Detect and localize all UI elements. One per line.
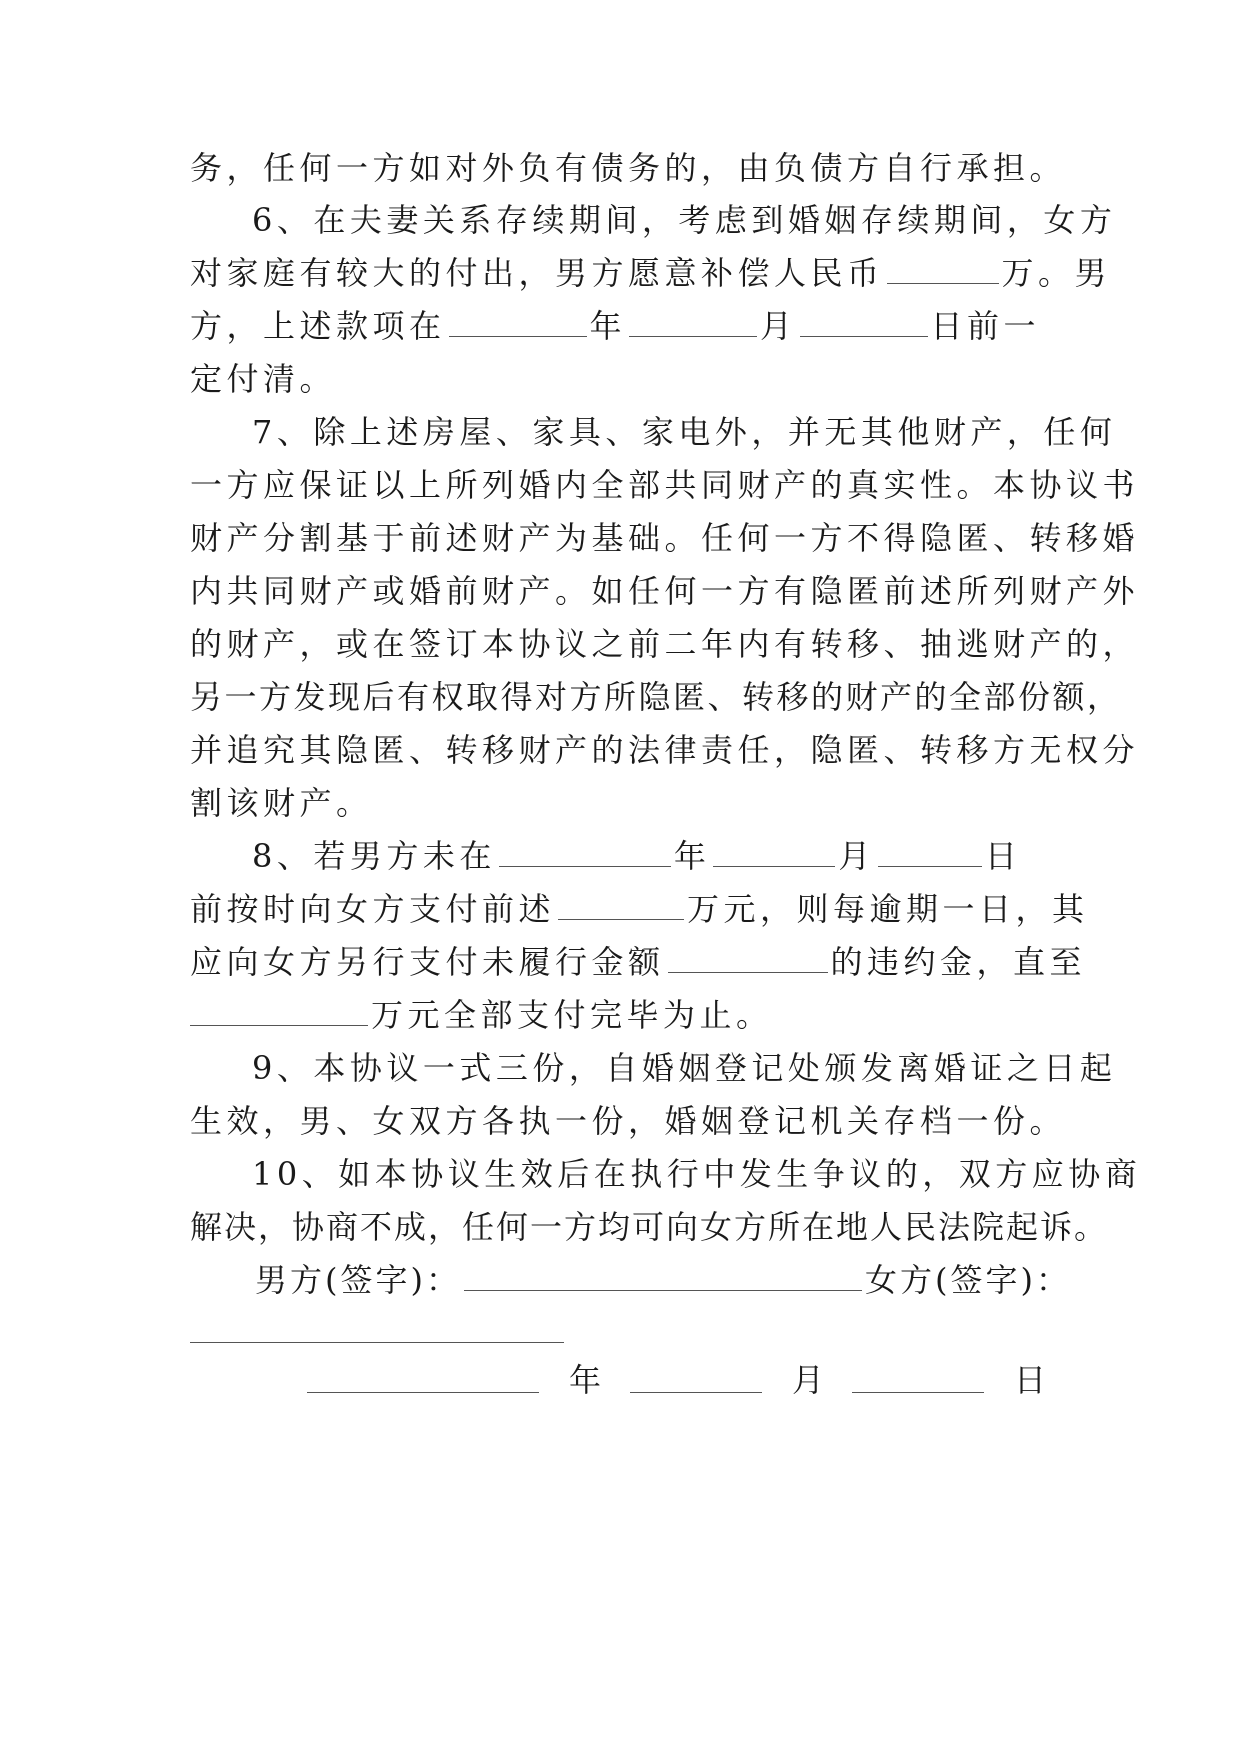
female-signature-label: 女方(签字)： <box>864 1261 1071 1299</box>
signature-line <box>255 1260 1071 1300</box>
text: 方，上述款项在 <box>190 307 446 345</box>
year-blank <box>449 306 587 337</box>
clause-6-line-3 <box>190 306 1040 346</box>
male-signature-field[interactable] <box>464 1260 862 1291</box>
clause-8-line-2 <box>190 889 1089 929</box>
clause-7-line-2 <box>190 465 1139 505</box>
clause-7-line-8 <box>190 783 373 823</box>
text: 7、除上述房屋、家具、家电外，并无其他财产，任何 <box>252 413 1117 451</box>
text: 并追究其隐匿、转移财产的法律责任，隐匿、转移方无权分 <box>190 731 1140 769</box>
text: 年 <box>589 307 627 345</box>
text: 月 <box>838 837 875 875</box>
day-blank <box>800 306 928 337</box>
clause-7-line-5 <box>190 624 1139 664</box>
clause-6-line-1 <box>252 200 1116 240</box>
text: 万元，则每逾期一日，其 <box>687 890 1089 928</box>
text: 另一方发现后有权取得对方所隐匿、转移的财产的全部份额， <box>190 678 1122 716</box>
clause-8-line-3 <box>190 942 1086 982</box>
amount-blank <box>190 995 368 1026</box>
text: 日 <box>984 837 1022 875</box>
text: 8、若男方未在 <box>252 837 496 875</box>
text: 9、本协议一式三份，自婚姻登记处颁发离婚证之日起 <box>252 1049 1117 1087</box>
date-day-blank[interactable] <box>852 1392 984 1393</box>
date-day-label: 日 <box>1014 1361 1047 1399</box>
paragraph-line <box>190 148 1066 188</box>
amount-blank <box>558 889 684 920</box>
clause-7-line-1 <box>252 412 1116 452</box>
text: 定付清。 <box>190 360 337 398</box>
amount-blank <box>668 942 828 973</box>
clause-7-line-6 <box>190 677 1122 717</box>
text: 6、在夫妻关系存续期间，考虑到婚姻存续期间，女方 <box>252 201 1117 239</box>
month-blank <box>629 306 757 337</box>
year-blank <box>499 836 671 867</box>
date-month-label: 月 <box>792 1361 825 1399</box>
text: 应向女方另行支付未履行金额 <box>190 943 665 981</box>
text: 10、如本协议生效后在执行中发生争议的，双方应协商 <box>252 1155 1142 1193</box>
female-signature-field[interactable] <box>190 1342 564 1343</box>
text: 生效，男、女双方各执一份，婚姻登记机关存档一份。 <box>190 1102 1067 1140</box>
male-signature-label: 男方(签字)： <box>255 1261 461 1299</box>
text: 对家庭有较大的付出，男方愿意补偿人民币 <box>190 254 884 292</box>
date-year-blank[interactable] <box>307 1392 539 1393</box>
clause-8-line-1 <box>252 836 1021 876</box>
text: 的财产，或在签订本协议之前二年内有转移、抽逃财产的， <box>190 625 1140 663</box>
month-blank <box>713 836 835 867</box>
clause-7-line-3 <box>190 518 1139 558</box>
text: 割该财产。 <box>190 784 373 822</box>
clause-7-line-7 <box>190 730 1139 770</box>
clause-9-line-2 <box>190 1101 1066 1141</box>
text: 前按时向女方支付前述 <box>190 890 556 928</box>
day-blank <box>878 836 982 867</box>
text: 务，任何一方如对外负有债务的，由负债方自行承担。 <box>190 149 1067 187</box>
clause-9-line-1 <box>252 1048 1116 1088</box>
date-month-blank[interactable] <box>630 1392 762 1393</box>
text: 年 <box>673 837 711 875</box>
text: 财产分割基于前述财产为基础。任何一方不得隐匿、转移婚 <box>190 519 1140 557</box>
clause-6-line-4 <box>190 359 336 399</box>
clause-7-line-4 <box>190 571 1139 611</box>
clause-6-line-2 <box>190 253 1111 293</box>
text: 内共同财产或婚前财产。如任何一方有隐匿前述所列财产外 <box>190 572 1140 610</box>
clause-10-line-1 <box>252 1154 1141 1194</box>
text: 解决，协商不成，任何一方均可向女方所在地人民法院起诉。 <box>190 1208 1109 1246</box>
clause-10-line-2 <box>190 1207 1108 1247</box>
text: 日前一 <box>930 307 1041 345</box>
text: 的违约金，直至 <box>830 943 1087 981</box>
text: 一方应保证以上所列婚内全部共同财产的真实性。本协议书 <box>190 466 1140 504</box>
clause-8-line-4 <box>190 995 773 1035</box>
date-year-label: 年 <box>569 1361 602 1399</box>
amount-blank <box>887 253 999 284</box>
text: 月 <box>760 307 797 345</box>
text: 万。男 <box>1001 254 1112 292</box>
text: 万元全部支付完毕为止。 <box>371 996 773 1034</box>
